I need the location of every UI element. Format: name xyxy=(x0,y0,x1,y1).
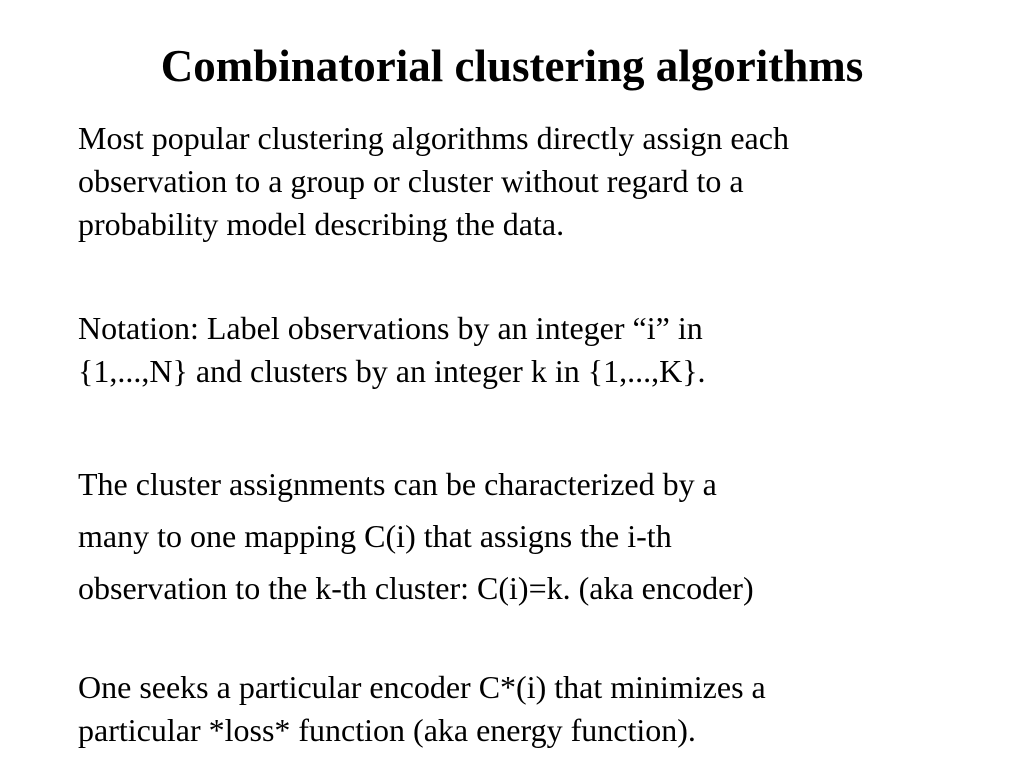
paragraph-notation xyxy=(78,307,1018,393)
paragraph-loss-function xyxy=(78,666,1018,752)
paragraph-line: One seeks a particular encoder C*(i) that minimizes a xyxy=(78,669,766,705)
paragraph-line: {1,...,N} and clusters by an integer k in {1,...,K}. xyxy=(78,353,706,389)
slide-title: Combinatorial clustering algorithms xyxy=(160,41,864,91)
paragraph-cluster-assignments xyxy=(78,458,978,614)
paragraph-line: many to one mapping C(i) that assigns the i-th xyxy=(78,518,672,554)
paragraph-line: Most popular clustering algorithms directly assign each xyxy=(78,120,789,156)
paragraph-line: observation to the k-th cluster: C(i)=k. (aka encoder) xyxy=(78,570,754,606)
paragraph-line: Notation: Label observations by an integer “i” in xyxy=(78,310,703,346)
paragraph-line: The cluster assignments can be characterized by a xyxy=(78,466,717,502)
paragraph-line: probability model describing the data. xyxy=(78,206,565,242)
paragraph-direct-assignment xyxy=(78,117,1018,246)
paragraph-line: particular *loss* function (aka energy function). xyxy=(78,712,696,748)
paragraph-line: observation to a group or cluster without regard to a xyxy=(78,163,744,199)
